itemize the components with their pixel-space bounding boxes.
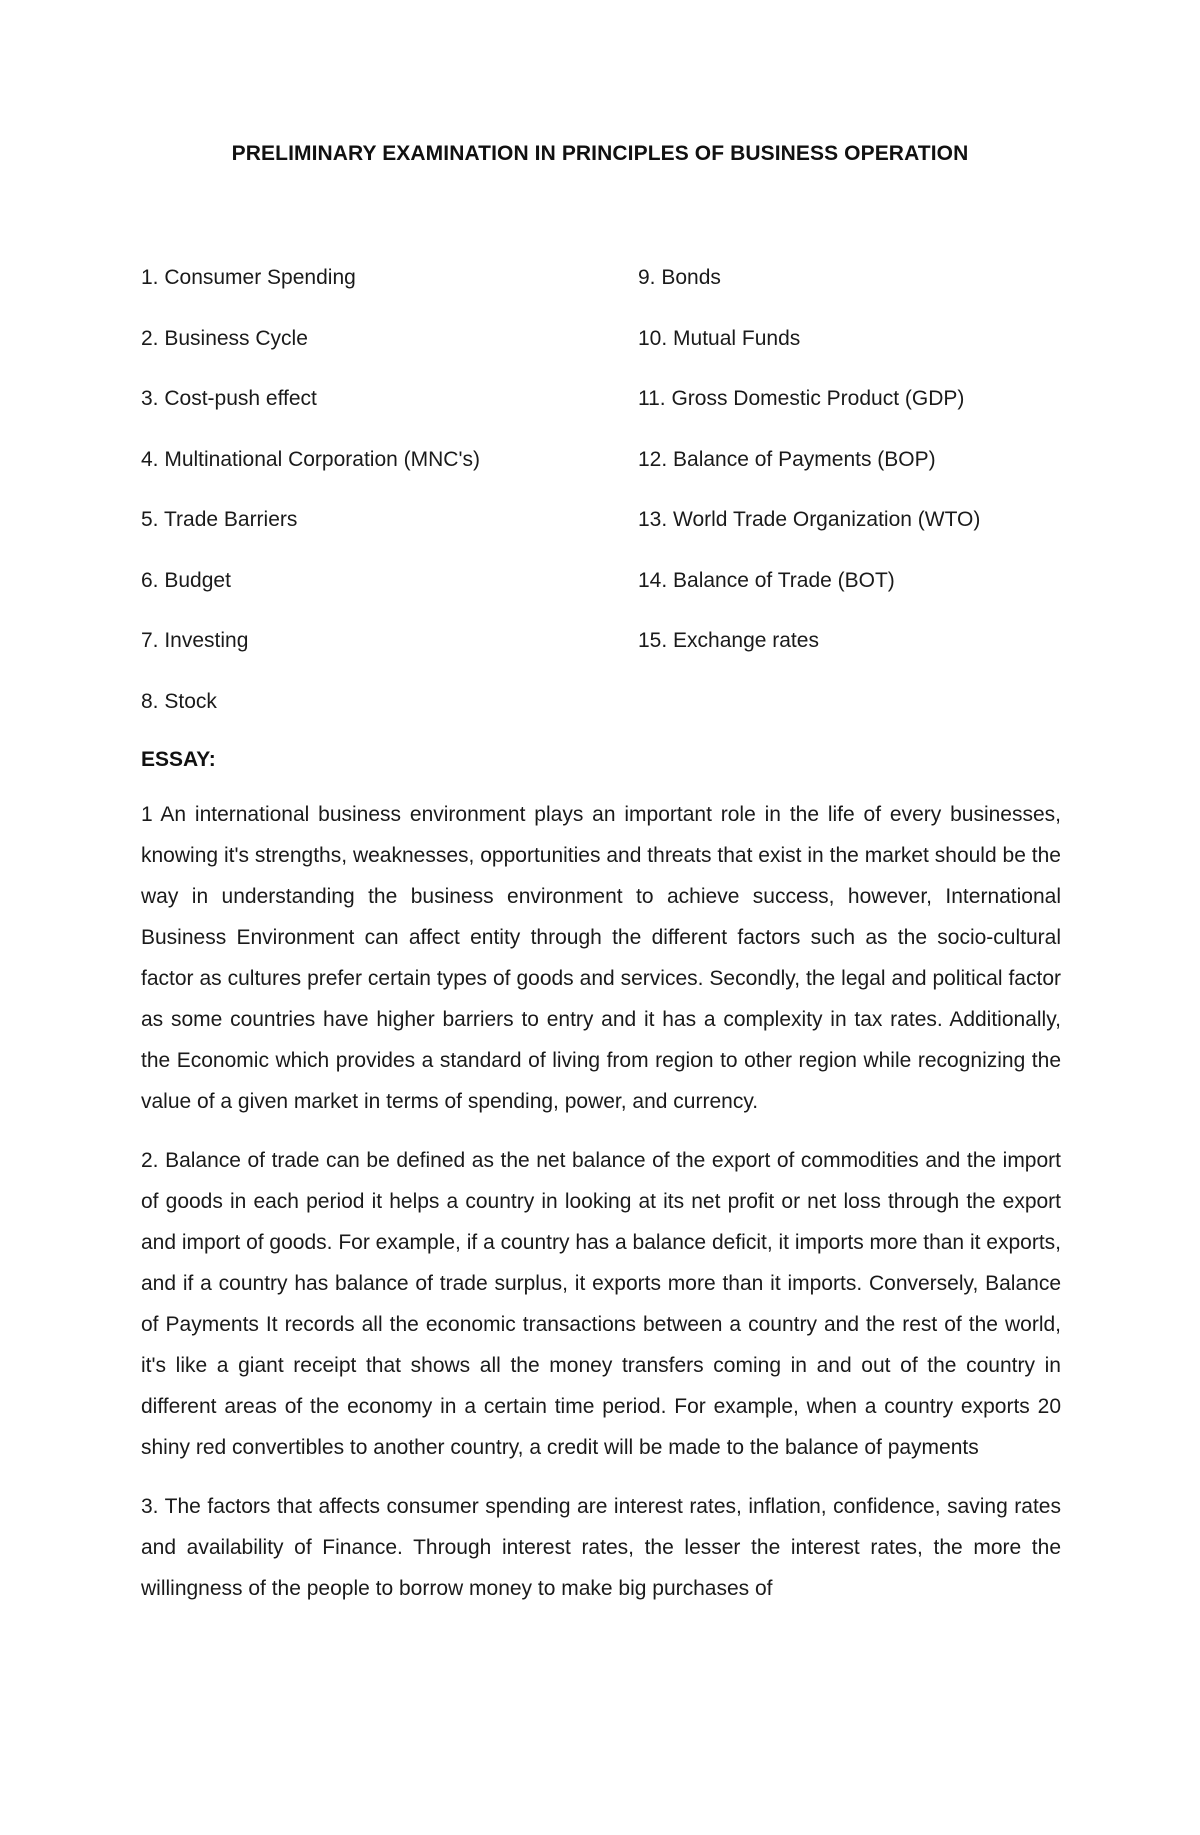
essay-paragraph: 1 An international business environment plays an important role in the life of every businesses, knowing it's strengths, weaknesses, opportunities and threats that exist in the market should be the way in understanding the business environment to achieve success, however, International Business Environment can affect entity through the different factors such as the socio-cultural factor as cultures prefer certain types of goods and services. Secondly, the legal and political factor as some countries have higher barriers to entry and it has a complexity in tax rates. Additionally, the Economic which provides a standard of living from region to other region while recognizing the value of a given market in terms of spending, power, and currency. — [141, 803, 1061, 1113]
term-item: 6. Budget — [141, 568, 231, 592]
term-item: 2. Business Cycle — [141, 326, 308, 350]
term-item: 14. Balance of Trade (BOT) — [638, 568, 895, 592]
essay-section — [141, 744, 1061, 1627]
page-title: PRELIMINARY EXAMINATION IN PRINCIPLES OF BUSINESS OPERATION — [231, 142, 969, 165]
term-item: 15. Exchange rates — [638, 629, 819, 652]
terms-list — [141, 262, 1061, 746]
term-item: 7. Investing — [141, 629, 249, 652]
term-item: 8. Stock — [141, 689, 217, 713]
term-item: 5. Trade Barriers — [141, 508, 298, 531]
essay-paragraph: 2. Balance of trade can be defined as the net balance of the export of commodities and the import of goods in each period it helps a country in looking at its net profit or net loss through the export and import of goods. For example, if a country has a balance deficit, it imports more than it exports, and if a country has balance of trade surplus, it exports more than it imports. Conversely, Balance of Payments It records all the economic transactions between a country and the rest of the world, it's like a giant receipt that shows all the money transfers coming in and out of the country in different areas of the economy in a certain time period. For example, when a country exports 20 shiny red convertibles to another country, a credit will be made to the balance of payments — [141, 1149, 1061, 1459]
term-item: 11. Gross Domestic Product (GDP) — [638, 387, 965, 410]
essay-heading: ESSAY: — [141, 748, 216, 771]
term-item: 10. Mutual Funds — [638, 326, 801, 350]
essay-paragraph: 3. The factors that affects consumer spending are interest rates, inflation, confidence, saving rates and availability of Finance. Through interest rates, the lesser the interest rates, the more the willingness of the people to borrow money to make big purchases of — [141, 1495, 1061, 1600]
term-item-empty — [638, 686, 1061, 747]
term-item: 13. World Trade Organization (WTO) — [638, 508, 981, 531]
term-item: 3. Cost-push effect — [141, 387, 317, 410]
term-item: 4. Multinational Corporation (MNC's) — [141, 447, 480, 471]
term-item: 1. Consumer Spending — [141, 266, 356, 289]
term-item: 12. Balance of Payments (BOP) — [638, 447, 936, 471]
term-item: 9. Bonds — [638, 266, 721, 289]
